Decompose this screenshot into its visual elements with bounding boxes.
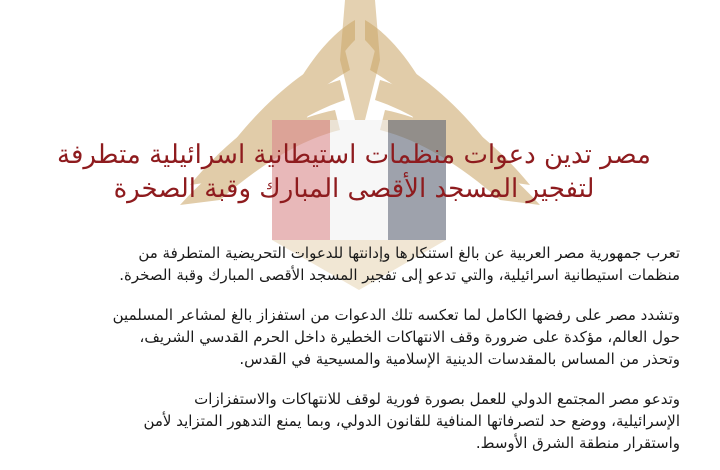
paragraph-line: الإسرائيلية، ووضع حد لتصرفاتها المنافية للقانون الدولي، وبما يمنع التدهور المتزايد لأمن	[143, 412, 680, 430]
title-line-1: مصر تدين دعوات منظمات استيطانية اسرائيلية متطرفة	[57, 140, 651, 170]
document-title	[54, 138, 654, 206]
paragraph-line: وتحذر من المساس بالمقدسات الدينية الإسلامية والمسيحية في القدس.	[239, 350, 680, 368]
title-line-2: لتفجير المسجد الأقصى المبارك وقبة الصخرة	[113, 174, 595, 204]
paragraph-line: حول العالم، مؤكدة على ضرورة وقف الانتهاكات الخطيرة داخل الحرم القدسي الشريف،	[139, 328, 680, 346]
paragraph-line: منظمات استيطانية اسرائيلية، والتي تدعو إلى تفجير المسجد الأقصى المبارك وقبة الصخرة.	[119, 266, 680, 284]
paragraph-line: وتشدد مصر على رفضها الكامل لما تعكسه تلك الدعوات من استفزاز بالغ لمشاعر المسلمين	[112, 306, 680, 324]
paragraph-line: تعرب جمهورية مصر العربية عن بالغ استنكارها وإدانتها للدعوات التحريضية المتطرفة من	[138, 244, 680, 262]
paragraph-line: وتدعو مصر المجتمع الدولي للعمل بصورة فورية لوقف للانتهاكات والاستفزازات	[194, 390, 680, 408]
document-body	[40, 242, 680, 470]
paragraph-2	[40, 304, 680, 370]
paragraph-1	[40, 242, 680, 286]
paragraph-line: واستقرار منطقة الشرق الأوسط.	[475, 434, 680, 452]
paragraph-3	[40, 388, 680, 454]
